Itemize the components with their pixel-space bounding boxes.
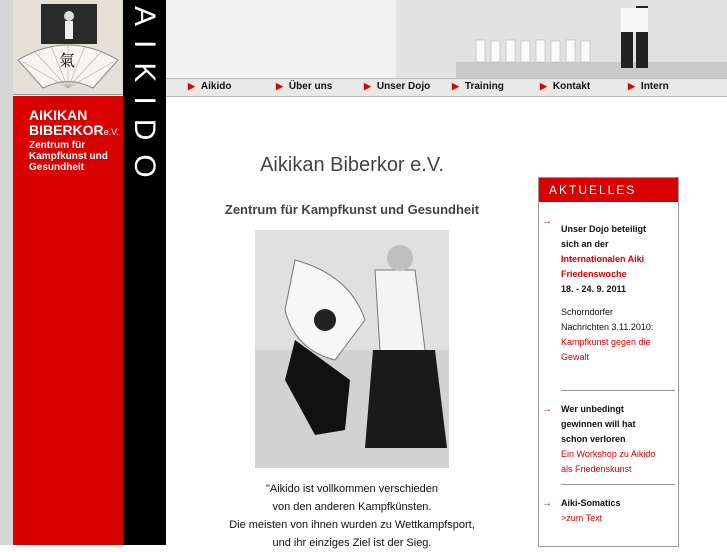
nav-arrow-icon: ▶ bbox=[540, 81, 547, 91]
quote-line: "Aikido ist vollkommen verschieden bbox=[265, 483, 439, 495]
arrow-right-icon: → bbox=[542, 498, 552, 509]
main-navigation bbox=[166, 78, 727, 97]
aikido-throw-photo bbox=[255, 230, 449, 468]
nav-item-kontakt[interactable]: ▶ Kontakt bbox=[540, 81, 591, 92]
nav-arrow-icon: ▶ bbox=[364, 81, 371, 91]
quote-line: Die meisten von ihnen wurden zu Wettkampfsport, bbox=[229, 519, 475, 531]
link-kampfkunst-gewalt-2[interactable]: Gewalt bbox=[561, 352, 590, 362]
link-friedenswoche[interactable]: Internationalen Aiki bbox=[561, 254, 645, 264]
nav-arrow-icon: ▶ bbox=[276, 81, 283, 91]
org-name-line1: AIKIKAN bbox=[29, 107, 88, 123]
news-divider bbox=[561, 484, 675, 485]
news-panel: AKTUELLES → Unser Dojo beteiligt sich an der Internationalen Aiki Friedenswoche 18. - 24. 9. 2011 Schorndorfer Nachrichten 3.11.2010: Kampfkunst gegen die Gewalt → Wer unbedingt gewinnen will hat schon verloren Ein Workshop zu Aikido als Friedenskunst → Aiki-Somatics >zum Text bbox=[538, 177, 679, 547]
nav-item-training[interactable]: ▶ Training bbox=[452, 81, 504, 92]
link-kampfkunst-gewalt[interactable]: Kampfkunst gegen die bbox=[561, 337, 651, 347]
link-zum-text[interactable]: >zum Text bbox=[561, 513, 603, 523]
arrow-right-icon: → bbox=[542, 216, 552, 227]
header-dojo-photo bbox=[166, 0, 727, 78]
org-description: Zentrum für Kampfkunst und Gesundheit bbox=[29, 140, 108, 173]
logo-image[interactable] bbox=[13, 0, 124, 95]
org-name-line2: BIBERKORe.V. bbox=[29, 122, 119, 138]
quote-line: und ihr einziges Ziel ist der Sieg. bbox=[272, 537, 432, 549]
nav-arrow-icon: ▶ bbox=[188, 81, 195, 91]
svg-text:氣: 氣 bbox=[59, 51, 76, 70]
org-suffix: e.V. bbox=[103, 127, 119, 137]
page-title: Aikikan Biberkor e.V. bbox=[260, 154, 444, 176]
vertical-title: AIKIDO bbox=[128, 6, 161, 192]
nav-item-unser-dojo[interactable]: ▶ Unser Dojo bbox=[364, 81, 431, 92]
nav-arrow-icon: ▶ bbox=[452, 81, 459, 91]
org-name-panel bbox=[13, 96, 123, 545]
link-workshop-2[interactable]: als Friedenskunst bbox=[561, 464, 632, 474]
link-workshop[interactable]: Ein Workshop zu Aikido bbox=[561, 449, 656, 459]
page-subtitle: Zentrum für Kampfkunst und Gesundheit bbox=[224, 202, 480, 217]
news-divider bbox=[561, 390, 675, 391]
arrow-right-icon: → bbox=[542, 404, 552, 415]
fan-logo-icon bbox=[13, 0, 123, 94]
link-friedenswoche-2[interactable]: Friedenswoche bbox=[561, 269, 627, 279]
nav-item-aikido[interactable]: ▶ Aikido bbox=[188, 81, 232, 92]
quote-line: von den anderen Kampfkünsten. bbox=[272, 501, 432, 513]
left-margin-strip bbox=[0, 0, 13, 545]
nav-item-intern[interactable]: ▶ Intern bbox=[628, 81, 669, 92]
nav-arrow-icon: ▶ bbox=[628, 81, 635, 91]
nav-item-ueber-uns[interactable]: ▶ Über uns bbox=[276, 81, 333, 92]
aikido-quote bbox=[166, 480, 538, 552]
news-heading: AKTUELLES bbox=[539, 178, 678, 202]
